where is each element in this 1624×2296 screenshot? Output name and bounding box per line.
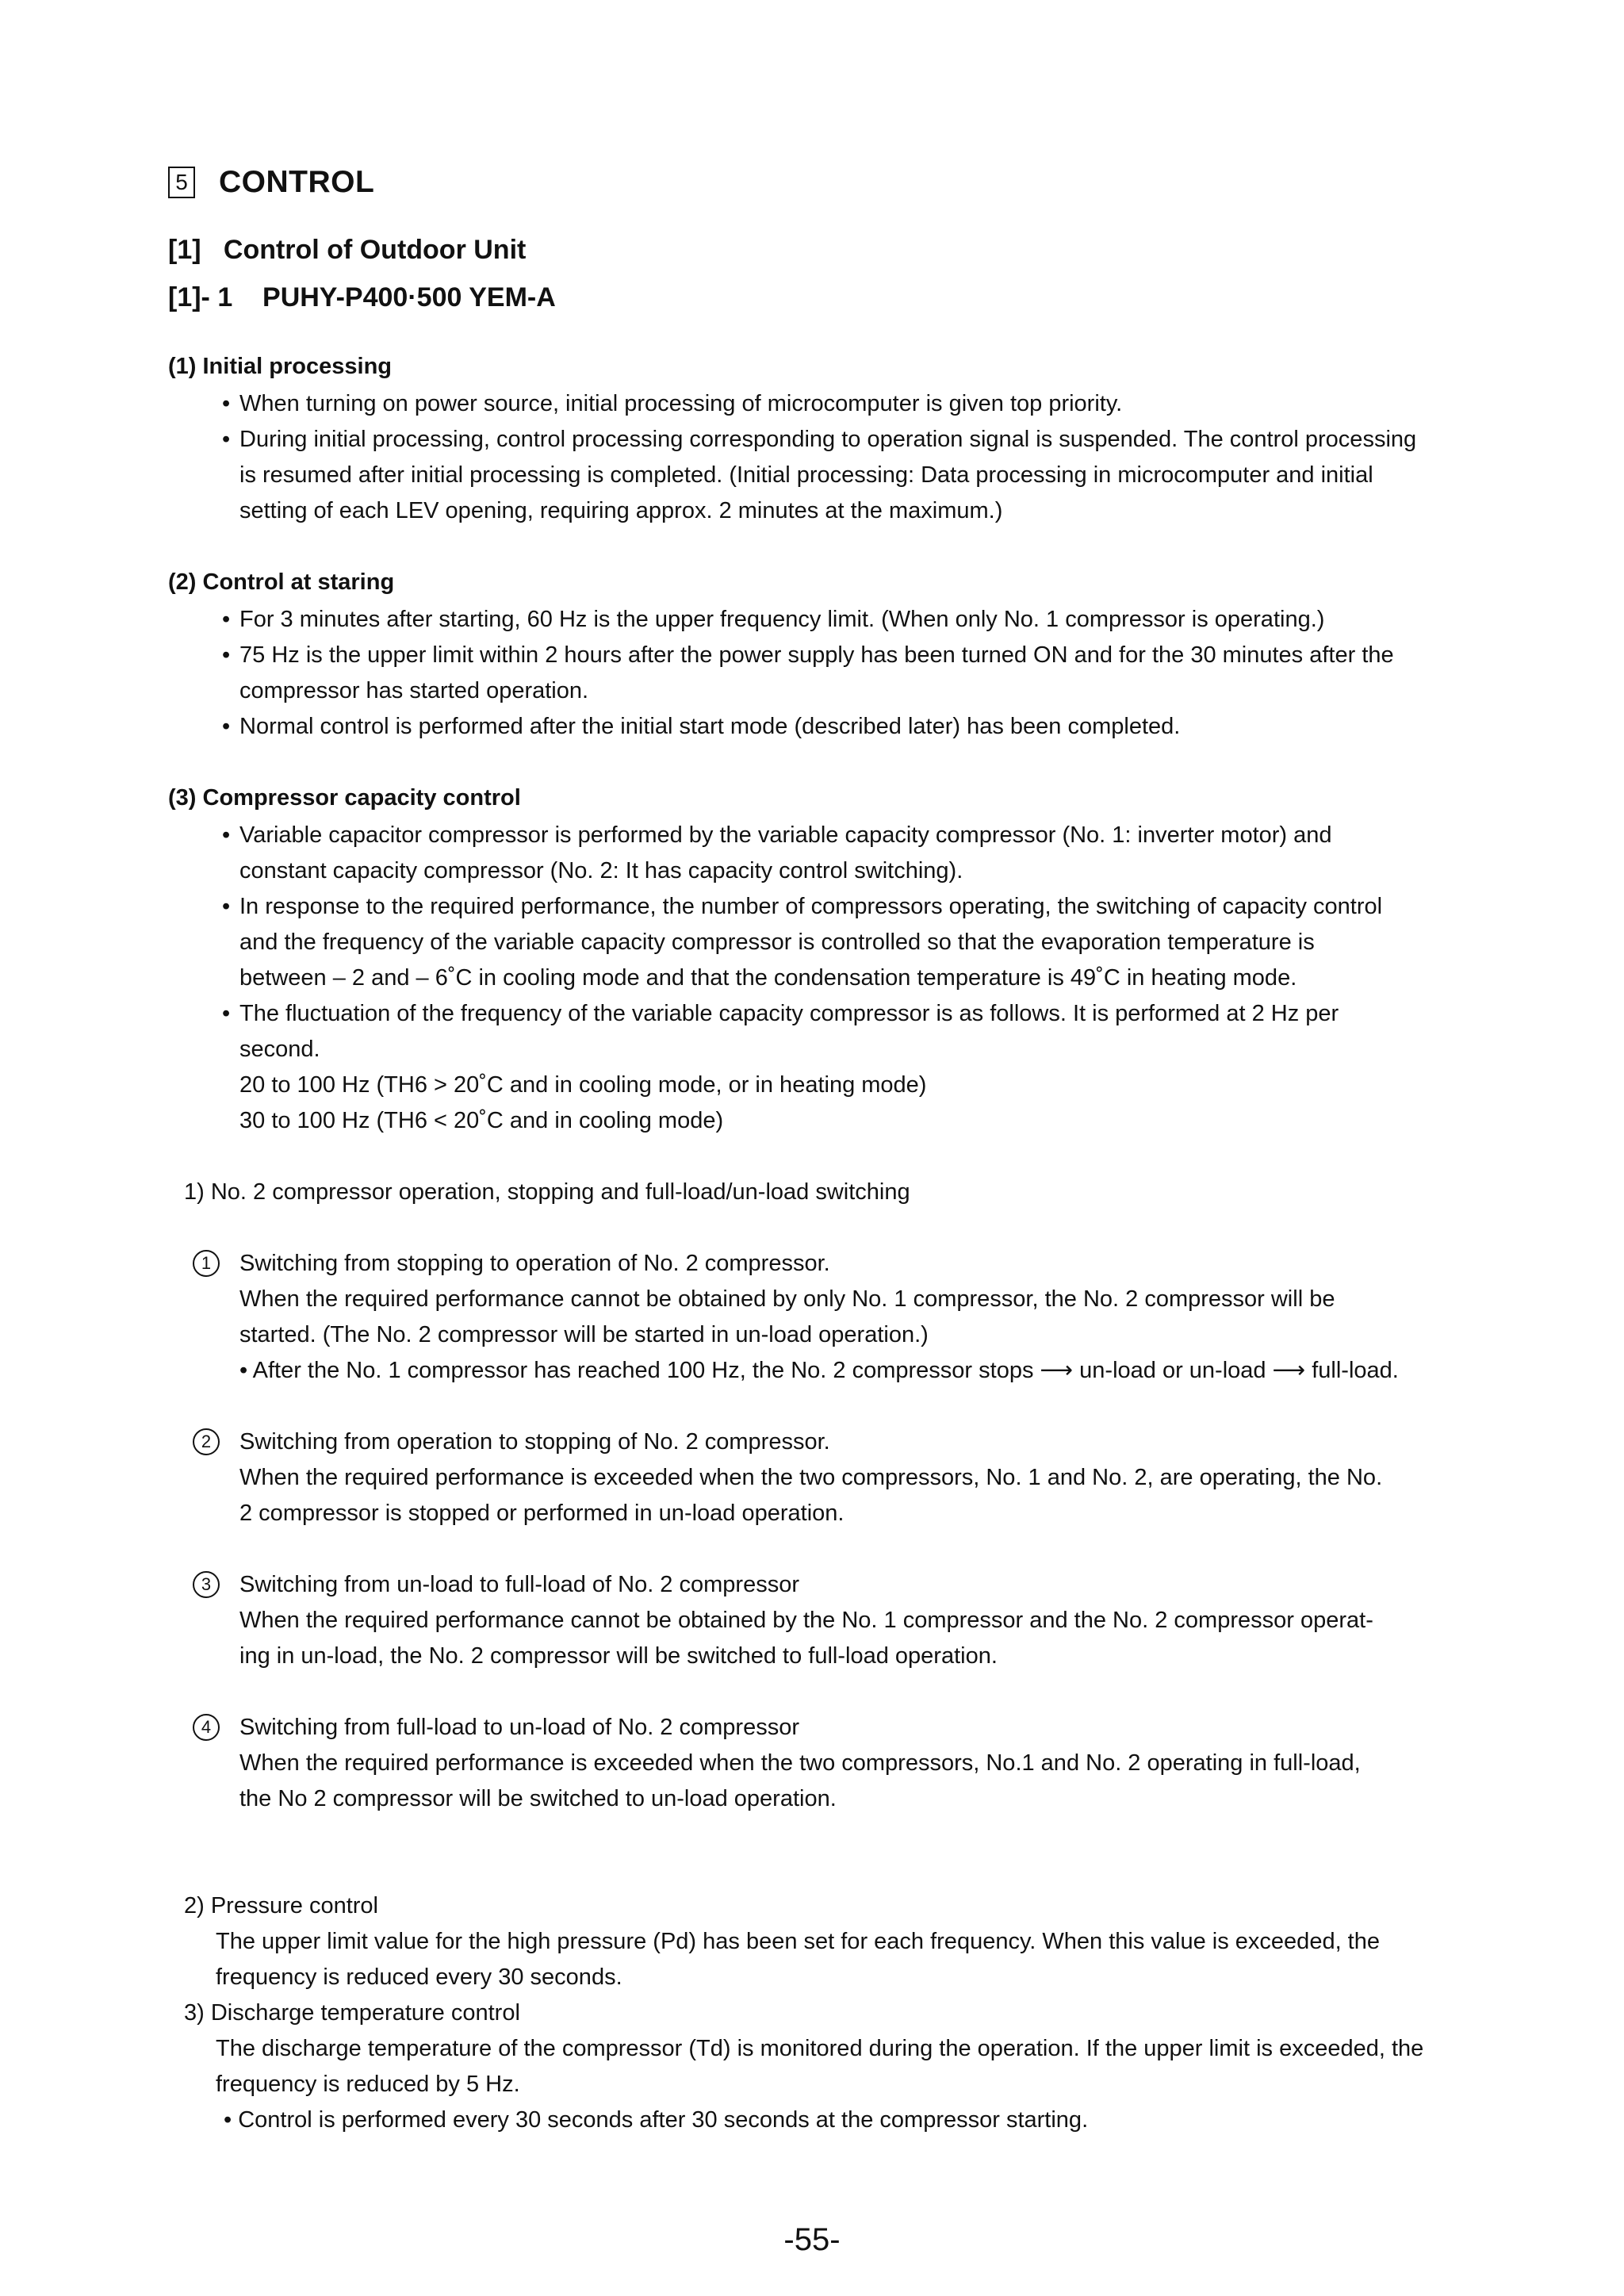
- step-2-title: Switching from operation to stopping of No. 2 compressor.: [239, 1429, 830, 1455]
- text-line: between – 2 and – 6˚C in cooling mode and that the condensation temperature is 49˚C in heating mode.: [239, 965, 1297, 991]
- heading-initial-processing: (1) Initial processing: [168, 354, 392, 379]
- text-line: second.: [239, 1037, 320, 1062]
- page-number: -55-: [783, 2222, 841, 2257]
- circled-number-2: 2: [193, 1428, 220, 1455]
- bullet-capacity-1: • Variable capacitor compressor is performed by the variable capacity compressor (No. 1: inverter motor) and: [222, 822, 1332, 848]
- circled-number-3: 3: [193, 1571, 220, 1598]
- subsection-model-title: [1]- 1 PUHY-P400·500 YEM-A: [168, 282, 556, 312]
- text-line: compressor has started operation.: [239, 678, 589, 703]
- text-line: When the required performance cannot be obtained by only No. 1 compressor, the No. 2 compressor will be: [239, 1286, 1335, 1312]
- heading-control-at-starting: (2) Control at staring: [168, 569, 395, 595]
- text-line: constant capacity compressor (No. 2: It has capacity control switching).: [239, 858, 963, 884]
- text-line: When the required performance is exceeded when the two compressors, No.1 and No. 2 operating in full-load,: [239, 1750, 1361, 1776]
- text-line: setting of each LEV opening, requiring approx. 2 minutes at the maximum.): [239, 498, 1003, 523]
- circled-number-4: 4: [193, 1714, 220, 1741]
- text-line: When the required performance is exceeded when the two compressors, No. 1 and No. 2, are operating, the No.: [239, 1465, 1383, 1490]
- text-line: ing in un-load, the No. 2 compressor will be switched to full-load operation.: [239, 1643, 998, 1669]
- heading-compressor-capacity-control: (3) Compressor capacity control: [168, 785, 521, 811]
- bullet-capacity-3: • The fluctuation of the frequency of the variable capacity compressor is as follows. It is performed at 2 Hz per: [222, 1001, 1339, 1026]
- step-1-title: Switching from stopping to operation of No. 2 compressor.: [239, 1251, 830, 1276]
- bullet-starting-1: • For 3 minutes after starting, 60 Hz is the upper frequency limit. (When only No. 1 compressor is operating.): [222, 607, 1325, 632]
- step-3-title: Switching from un-load to full-load of No. 2 compressor: [239, 1572, 799, 1597]
- text-line: • Control is performed every 30 seconds after 30 seconds at the compressor starting.: [224, 2107, 1089, 2133]
- bullet-initial-1: • When turning on power source, initial processing of microcomputer is given top priority.: [222, 391, 1123, 416]
- circled-number-1: 1: [193, 1250, 220, 1277]
- bullet-starting-2: • 75 Hz is the upper limit within 2 hours after the power supply has been turned ON and for the 30 minutes after the: [222, 642, 1394, 668]
- subheading-discharge-temperature-control: 3) Discharge temperature control: [184, 2000, 520, 2026]
- step-4-title: Switching from full-load to un-load of No. 2 compressor: [239, 1715, 799, 1740]
- subheading-no2-compressor: 1) No. 2 compressor operation, stopping and full-load/un-load switching: [184, 1179, 910, 1205]
- text-line: started. (The No. 2 compressor will be started in un-load operation.): [239, 1322, 929, 1347]
- section-number-box: 5: [168, 167, 195, 198]
- bullet-starting-3: • Normal control is performed after the initial start mode (described later) has been completed.: [222, 714, 1181, 739]
- bullet-capacity-2: • In response to the required performance, the number of compressors operating, the switching of capacity control: [222, 894, 1383, 919]
- subsection-title: [1] Control of Outdoor Unit: [168, 235, 527, 265]
- text-line: frequency is reduced by 5 Hz.: [216, 2072, 520, 2097]
- text-line: 30 to 100 Hz (TH6 < 20˚C and in cooling mode): [239, 1108, 724, 1133]
- text-line: is resumed after initial processing is completed. (Initial processing: Data processing in microcomputer and initial: [239, 462, 1373, 488]
- text-line: 2 compressor is stopped or performed in un-load operation.: [239, 1501, 845, 1526]
- text-line: When the required performance cannot be obtained by the No. 1 compressor and the No. 2 compressor operat-: [239, 1608, 1373, 1633]
- text-line: 20 to 100 Hz (TH6 > 20˚C and in cooling mode, or in heating mode): [239, 1072, 927, 1098]
- section-title: [168, 165, 374, 200]
- bullet-initial-2: • During initial processing, control processing corresponding to operation signal is suspended. The control processing: [222, 427, 1417, 452]
- text-line: the No 2 compressor will be switched to un-load operation.: [239, 1786, 837, 1811]
- text-line: and the frequency of the variable capacity compressor is controlled so that the evaporation temperature is: [239, 930, 1315, 955]
- text-line: frequency is reduced every 30 seconds.: [216, 1964, 622, 1990]
- section-label: CONTROL: [219, 165, 375, 199]
- text-line: The discharge temperature of the compressor (Td) is monitored during the operation. If the upper limit is exceeded, the: [216, 2036, 1424, 2061]
- subheading-pressure-control: 2) Pressure control: [184, 1893, 378, 1918]
- text-line: • After the No. 1 compressor has reached 100 Hz, the No. 2 compressor stops ⟶ un-load or un-load ⟶ full-load.: [239, 1358, 1399, 1383]
- text-line: The upper limit value for the high pressure (Pd) has been set for each frequency. When this value is exceeded, the: [216, 1929, 1380, 1954]
